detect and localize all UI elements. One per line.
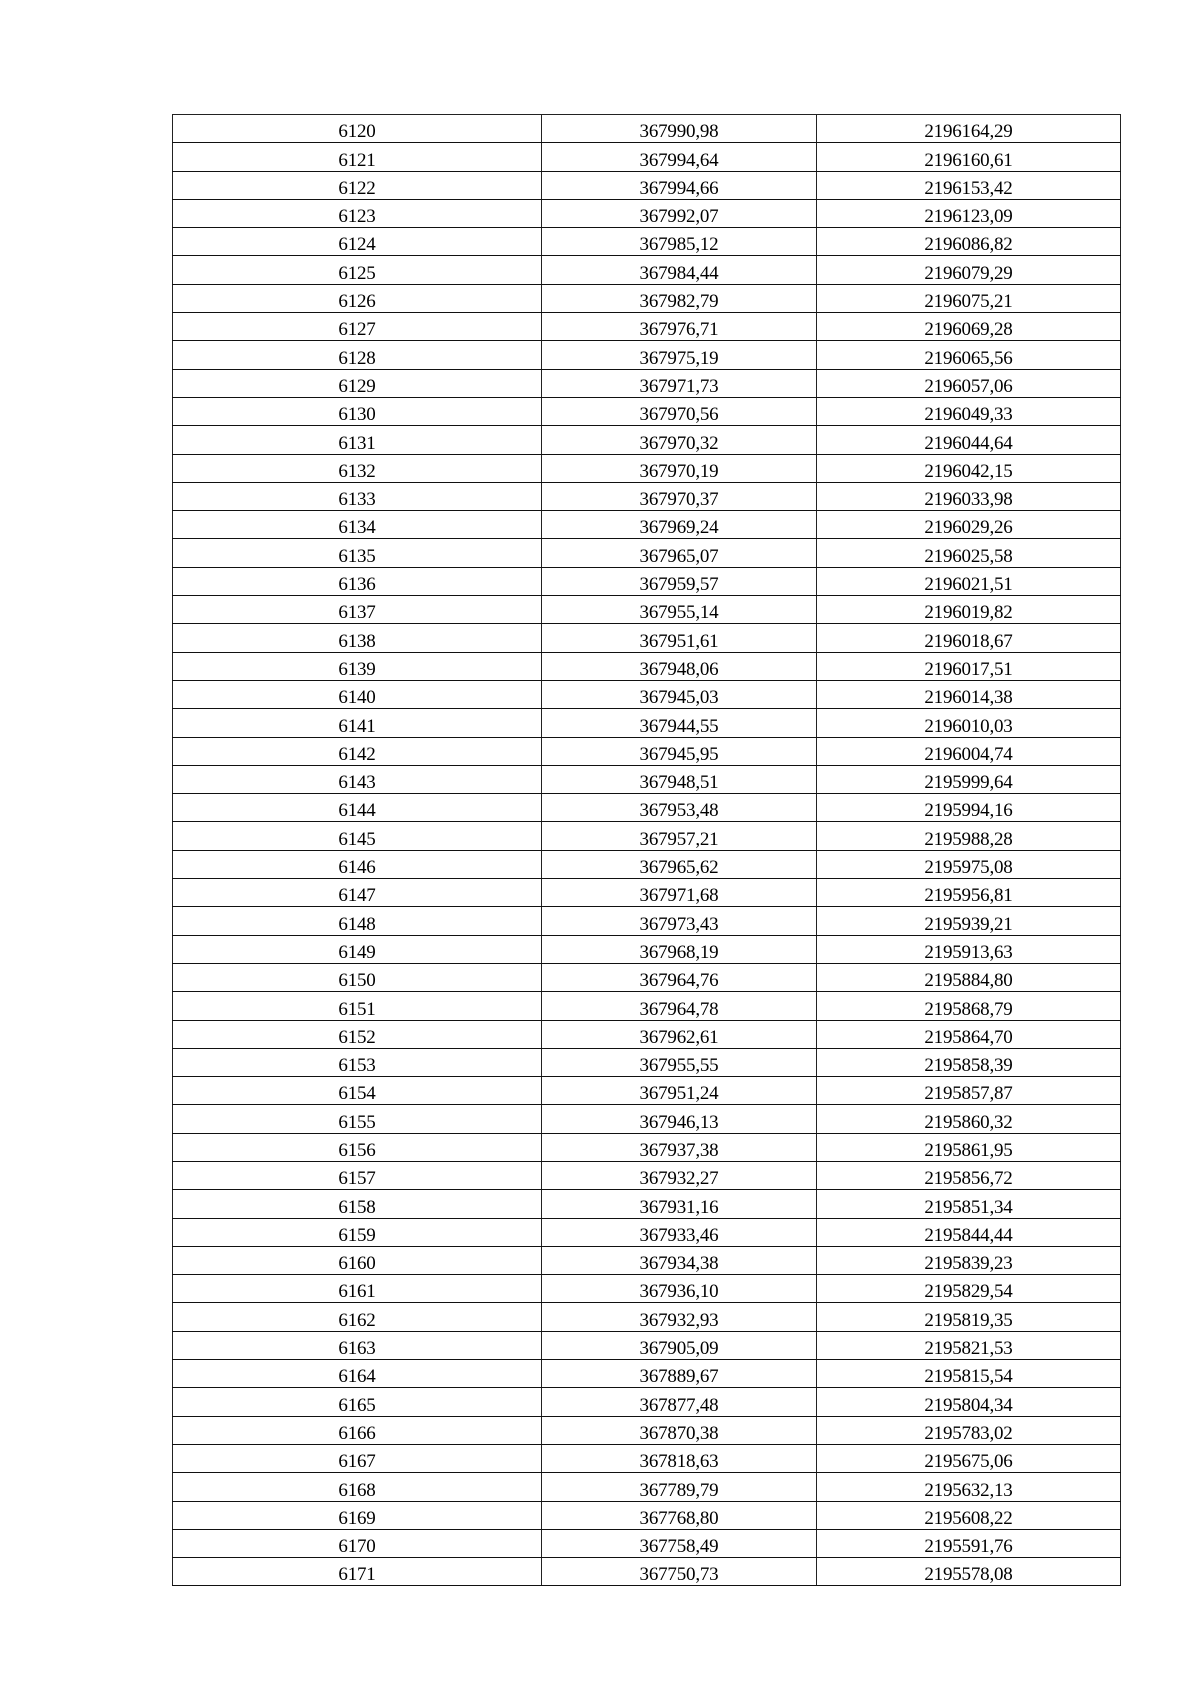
point-number-cell: 6132 (173, 454, 542, 482)
point-number-cell: 6156 (173, 1133, 542, 1161)
x-coordinate-cell: 367975,19 (542, 341, 817, 369)
x-coordinate-cell: 367948,51 (542, 765, 817, 793)
point-number-cell: 6162 (173, 1303, 542, 1331)
y-coordinate-cell: 2195851,34 (817, 1190, 1121, 1218)
point-number-cell: 6131 (173, 426, 542, 454)
point-number-cell: 6157 (173, 1161, 542, 1189)
table-row (173, 850, 1121, 878)
y-coordinate-cell: 2196004,74 (817, 737, 1121, 765)
table-row (173, 171, 1121, 199)
y-coordinate-cell: 2195975,08 (817, 850, 1121, 878)
table-row (173, 454, 1121, 482)
point-number-cell: 6153 (173, 1048, 542, 1076)
x-coordinate-cell: 367994,64 (542, 143, 817, 171)
table-row (173, 115, 1121, 143)
y-coordinate-cell: 2196079,29 (817, 256, 1121, 284)
table-row (173, 482, 1121, 510)
x-coordinate-cell: 367789,79 (542, 1473, 817, 1501)
point-number-cell: 6144 (173, 794, 542, 822)
point-number-cell: 6169 (173, 1501, 542, 1529)
table-row (173, 1529, 1121, 1557)
table-row (173, 143, 1121, 171)
y-coordinate-cell: 2195829,54 (817, 1275, 1121, 1303)
table-row (173, 680, 1121, 708)
table-row (173, 256, 1121, 284)
table-row (173, 1077, 1121, 1105)
y-coordinate-cell: 2196010,03 (817, 709, 1121, 737)
point-number-cell: 6127 (173, 313, 542, 341)
y-coordinate-cell: 2196042,15 (817, 454, 1121, 482)
x-coordinate-cell: 367973,43 (542, 907, 817, 935)
y-coordinate-cell: 2196057,06 (817, 369, 1121, 397)
point-number-cell: 6128 (173, 341, 542, 369)
table-row (173, 794, 1121, 822)
point-number-cell: 6120 (173, 115, 542, 143)
x-coordinate-cell: 367934,38 (542, 1246, 817, 1274)
point-number-cell: 6136 (173, 567, 542, 595)
y-coordinate-cell: 2195856,72 (817, 1161, 1121, 1189)
x-coordinate-cell: 367985,12 (542, 228, 817, 256)
coordinates-table (172, 114, 1121, 1586)
x-coordinate-cell: 367945,95 (542, 737, 817, 765)
y-coordinate-cell: 2195804,34 (817, 1388, 1121, 1416)
point-number-cell: 6143 (173, 765, 542, 793)
point-number-cell: 6161 (173, 1275, 542, 1303)
x-coordinate-cell: 367957,21 (542, 822, 817, 850)
table-row (173, 935, 1121, 963)
point-number-cell: 6149 (173, 935, 542, 963)
point-number-cell: 6148 (173, 907, 542, 935)
table-row (173, 822, 1121, 850)
table-row (173, 284, 1121, 312)
table-row (173, 963, 1121, 991)
x-coordinate-cell: 367951,24 (542, 1077, 817, 1105)
point-number-cell: 6160 (173, 1246, 542, 1274)
y-coordinate-cell: 2195864,70 (817, 1020, 1121, 1048)
table-row (173, 737, 1121, 765)
point-number-cell: 6170 (173, 1529, 542, 1557)
point-number-cell: 6126 (173, 284, 542, 312)
table-row (173, 341, 1121, 369)
point-number-cell: 6134 (173, 511, 542, 539)
table-row (173, 1133, 1121, 1161)
table-row (173, 1388, 1121, 1416)
table-row (173, 624, 1121, 652)
y-coordinate-cell: 2195815,54 (817, 1360, 1121, 1388)
y-coordinate-cell: 2196025,58 (817, 539, 1121, 567)
x-coordinate-cell: 367889,67 (542, 1360, 817, 1388)
y-coordinate-cell: 2195988,28 (817, 822, 1121, 850)
table-row (173, 1218, 1121, 1246)
point-number-cell: 6171 (173, 1558, 542, 1586)
table-row (173, 1331, 1121, 1359)
table-row (173, 596, 1121, 624)
table-row (173, 879, 1121, 907)
y-coordinate-cell: 2195956,81 (817, 879, 1121, 907)
y-coordinate-cell: 2195868,79 (817, 992, 1121, 1020)
x-coordinate-cell: 367955,55 (542, 1048, 817, 1076)
x-coordinate-cell: 367818,63 (542, 1444, 817, 1472)
coordinates-table-body (173, 115, 1121, 1586)
table-row (173, 397, 1121, 425)
point-number-cell: 6168 (173, 1473, 542, 1501)
x-coordinate-cell: 367962,61 (542, 1020, 817, 1048)
point-number-cell: 6129 (173, 369, 542, 397)
y-coordinate-cell: 2196014,38 (817, 680, 1121, 708)
y-coordinate-cell: 2195913,63 (817, 935, 1121, 963)
y-coordinate-cell: 2195844,44 (817, 1218, 1121, 1246)
x-coordinate-cell: 367870,38 (542, 1416, 817, 1444)
x-coordinate-cell: 367990,98 (542, 115, 817, 143)
point-number-cell: 6155 (173, 1105, 542, 1133)
y-coordinate-cell: 2196018,67 (817, 624, 1121, 652)
table-row (173, 426, 1121, 454)
y-coordinate-cell: 2195994,16 (817, 794, 1121, 822)
point-number-cell: 6137 (173, 596, 542, 624)
x-coordinate-cell: 367969,24 (542, 511, 817, 539)
y-coordinate-cell: 2196019,82 (817, 596, 1121, 624)
x-coordinate-cell: 367984,44 (542, 256, 817, 284)
x-coordinate-cell: 367976,71 (542, 313, 817, 341)
y-coordinate-cell: 2195939,21 (817, 907, 1121, 935)
table-row (173, 1105, 1121, 1133)
y-coordinate-cell: 2196164,29 (817, 115, 1121, 143)
x-coordinate-cell: 367965,62 (542, 850, 817, 878)
x-coordinate-cell: 367945,03 (542, 680, 817, 708)
table-row (173, 1048, 1121, 1076)
table-row (173, 567, 1121, 595)
point-number-cell: 6123 (173, 199, 542, 227)
x-coordinate-cell: 367936,10 (542, 1275, 817, 1303)
y-coordinate-cell: 2196029,26 (817, 511, 1121, 539)
y-coordinate-cell: 2196049,33 (817, 397, 1121, 425)
point-number-cell: 6152 (173, 1020, 542, 1048)
point-number-cell: 6139 (173, 652, 542, 680)
x-coordinate-cell: 367970,19 (542, 454, 817, 482)
point-number-cell: 6140 (173, 680, 542, 708)
x-coordinate-cell: 367948,06 (542, 652, 817, 680)
point-number-cell: 6124 (173, 228, 542, 256)
point-number-cell: 6147 (173, 879, 542, 907)
table-row (173, 1473, 1121, 1501)
y-coordinate-cell: 2195675,06 (817, 1444, 1121, 1472)
x-coordinate-cell: 367750,73 (542, 1558, 817, 1586)
y-coordinate-cell: 2195591,76 (817, 1529, 1121, 1557)
table-row (173, 709, 1121, 737)
y-coordinate-cell: 2195857,87 (817, 1077, 1121, 1105)
x-coordinate-cell: 367992,07 (542, 199, 817, 227)
table-row (173, 1161, 1121, 1189)
point-number-cell: 6138 (173, 624, 542, 652)
y-coordinate-cell: 2195861,95 (817, 1133, 1121, 1161)
y-coordinate-cell: 2196021,51 (817, 567, 1121, 595)
x-coordinate-cell: 367932,27 (542, 1161, 817, 1189)
table-row (173, 199, 1121, 227)
x-coordinate-cell: 367946,13 (542, 1105, 817, 1133)
point-number-cell: 6141 (173, 709, 542, 737)
y-coordinate-cell: 2196153,42 (817, 171, 1121, 199)
y-coordinate-cell: 2196065,56 (817, 341, 1121, 369)
x-coordinate-cell: 367931,16 (542, 1190, 817, 1218)
point-number-cell: 6164 (173, 1360, 542, 1388)
x-coordinate-cell: 367955,14 (542, 596, 817, 624)
table-row (173, 765, 1121, 793)
y-coordinate-cell: 2195999,64 (817, 765, 1121, 793)
y-coordinate-cell: 2196123,09 (817, 199, 1121, 227)
table-row (173, 992, 1121, 1020)
table-row (173, 511, 1121, 539)
point-number-cell: 6125 (173, 256, 542, 284)
point-number-cell: 6146 (173, 850, 542, 878)
x-coordinate-cell: 367971,68 (542, 879, 817, 907)
point-number-cell: 6135 (173, 539, 542, 567)
x-coordinate-cell: 367971,73 (542, 369, 817, 397)
point-number-cell: 6130 (173, 397, 542, 425)
y-coordinate-cell: 2195819,35 (817, 1303, 1121, 1331)
y-coordinate-cell: 2195783,02 (817, 1416, 1121, 1444)
y-coordinate-cell: 2196086,82 (817, 228, 1121, 256)
table-row (173, 1020, 1121, 1048)
x-coordinate-cell: 367970,37 (542, 482, 817, 510)
y-coordinate-cell: 2195632,13 (817, 1473, 1121, 1501)
y-coordinate-cell: 2195839,23 (817, 1246, 1121, 1274)
x-coordinate-cell: 367964,78 (542, 992, 817, 1020)
point-number-cell: 6145 (173, 822, 542, 850)
table-row (173, 1303, 1121, 1331)
table-row (173, 539, 1121, 567)
point-number-cell: 6159 (173, 1218, 542, 1246)
point-number-cell: 6158 (173, 1190, 542, 1218)
y-coordinate-cell: 2195608,22 (817, 1501, 1121, 1529)
point-number-cell: 6151 (173, 992, 542, 1020)
point-number-cell: 6165 (173, 1388, 542, 1416)
table-row (173, 1275, 1121, 1303)
table-row (173, 369, 1121, 397)
point-number-cell: 6122 (173, 171, 542, 199)
x-coordinate-cell: 367933,46 (542, 1218, 817, 1246)
table-row (173, 1360, 1121, 1388)
table-row (173, 1190, 1121, 1218)
y-coordinate-cell: 2195858,39 (817, 1048, 1121, 1076)
point-number-cell: 6154 (173, 1077, 542, 1105)
x-coordinate-cell: 367994,66 (542, 171, 817, 199)
table-row (173, 1501, 1121, 1529)
y-coordinate-cell: 2196075,21 (817, 284, 1121, 312)
point-number-cell: 6167 (173, 1444, 542, 1472)
point-number-cell: 6133 (173, 482, 542, 510)
x-coordinate-cell: 367965,07 (542, 539, 817, 567)
x-coordinate-cell: 367877,48 (542, 1388, 817, 1416)
x-coordinate-cell: 367953,48 (542, 794, 817, 822)
table-row (173, 907, 1121, 935)
y-coordinate-cell: 2196033,98 (817, 482, 1121, 510)
x-coordinate-cell: 367959,57 (542, 567, 817, 595)
x-coordinate-cell: 367944,55 (542, 709, 817, 737)
table-row (173, 313, 1121, 341)
y-coordinate-cell: 2195821,53 (817, 1331, 1121, 1359)
point-number-cell: 6163 (173, 1331, 542, 1359)
x-coordinate-cell: 367964,76 (542, 963, 817, 991)
x-coordinate-cell: 367970,56 (542, 397, 817, 425)
y-coordinate-cell: 2196160,61 (817, 143, 1121, 171)
x-coordinate-cell: 367937,38 (542, 1133, 817, 1161)
y-coordinate-cell: 2195578,08 (817, 1558, 1121, 1586)
x-coordinate-cell: 367758,49 (542, 1529, 817, 1557)
point-number-cell: 6166 (173, 1416, 542, 1444)
table-row (173, 1246, 1121, 1274)
y-coordinate-cell: 2196069,28 (817, 313, 1121, 341)
x-coordinate-cell: 367982,79 (542, 284, 817, 312)
y-coordinate-cell: 2195884,80 (817, 963, 1121, 991)
x-coordinate-cell: 367905,09 (542, 1331, 817, 1359)
point-number-cell: 6121 (173, 143, 542, 171)
table-row (173, 1416, 1121, 1444)
x-coordinate-cell: 367932,93 (542, 1303, 817, 1331)
point-number-cell: 6142 (173, 737, 542, 765)
y-coordinate-cell: 2196017,51 (817, 652, 1121, 680)
y-coordinate-cell: 2196044,64 (817, 426, 1121, 454)
table-row (173, 1558, 1121, 1586)
table-row (173, 1444, 1121, 1472)
y-coordinate-cell: 2195860,32 (817, 1105, 1121, 1133)
table-row (173, 652, 1121, 680)
point-number-cell: 6150 (173, 963, 542, 991)
x-coordinate-cell: 367970,32 (542, 426, 817, 454)
table-row (173, 228, 1121, 256)
x-coordinate-cell: 367968,19 (542, 935, 817, 963)
x-coordinate-cell: 367951,61 (542, 624, 817, 652)
x-coordinate-cell: 367768,80 (542, 1501, 817, 1529)
